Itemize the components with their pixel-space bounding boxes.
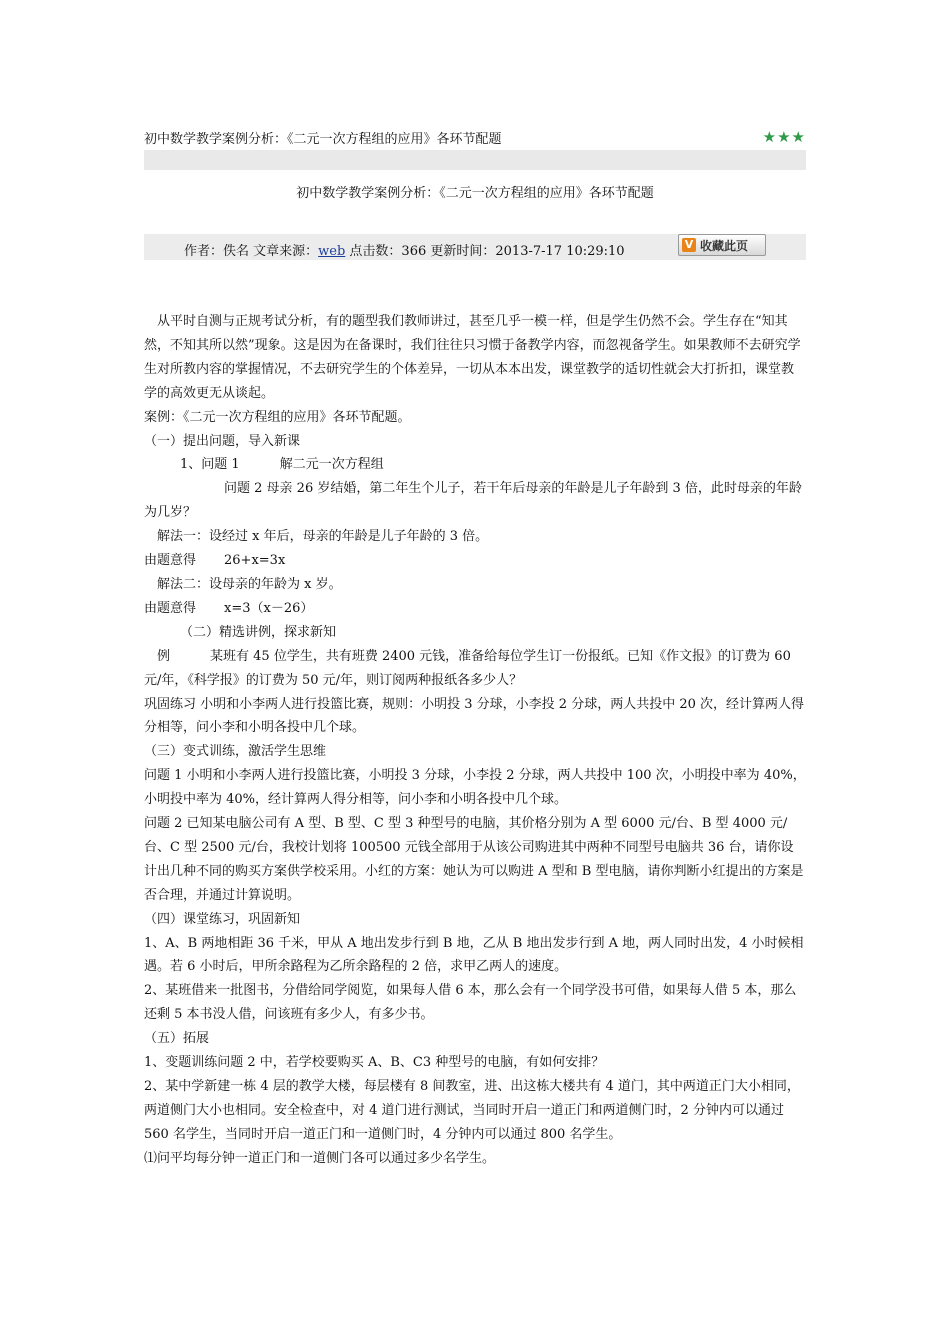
rating-stars: ★★★	[762, 128, 806, 146]
variant-paragraph: 问题 2 已知某电脑公司有 A 型、B 型、C 型 3 种型号的电脑，其价格分别为 A 型 6000 元/台、B 型 4000 元/台、C 型 2500 元/台，我校计划将 100500 元钱全部用于从该公司购进其中两种不同型号电脑共 36 台，请你设计出几种不同的购买方案供学校采用。小红的方案：她认为可以购进 A 型和 B 型电脑，请你判断小红提出的方案是否合理，并通过计算说明。	[144, 816, 804, 903]
practice-paragraph: 巩固练习 小明和小李两人进行投篮比赛，规则：小明投 3 分球，小李投 2 分球，两人共投中 20 次，经计算两人得分相等，问小李和小明各投中几个球。	[144, 696, 805, 736]
article-title: 初中数学教学案例分析：《二元一次方程组的应用》各环节配题	[296, 186, 654, 201]
practice-item: 2、某班借来一批图书，分借给同学阅览，如果每人借 6 本，那么会有一个同学没书可借，如果每人借 5 本，那么还剩 5 本书没人借，问该班有多少人，有多少书。	[144, 983, 797, 1023]
intro-paragraph: 从平时自测与正规考试分析，有的题型我们教师讲过，甚至几乎一模一样，但是学生仍然不会。学生存在“知其然，不知其所以然”现象。这是因为在备课时，我们往往只习惯于备教学内容，而忽视备学生。如果教师不去研究学生对所教内容的掌握情况，不去研究学生的个体差异，一切从本本出发，课堂教学的适切性就会大打折扣，课堂教学的高效更无从谈起。	[144, 314, 801, 401]
meta-stats: 点击数：366 更新时间：2013-7-17 10:29:10	[345, 244, 625, 259]
question-label: 1、问题 1	[180, 457, 240, 473]
v-icon: V	[682, 238, 696, 252]
solution-line: 解法二：设母亲的年龄为 x 岁。	[157, 576, 342, 592]
equation: 26+x=3x	[224, 553, 286, 569]
question-paragraph: 问题 2 母亲 26 岁结婚，第二年生个儿子，若干年后母亲的年龄是儿子年龄到 3 倍，此时母亲的年龄为几岁？	[144, 481, 802, 521]
favorite-label: 收藏此页	[700, 238, 749, 253]
extension-item: ⑴问平均每分钟一道正门和一道侧门各可以通过多少名学生。	[144, 1150, 496, 1166]
case-line: 案例：《二元一次方程组的应用》各环节配题。	[144, 409, 411, 425]
practice-item: 1、A、B 两地相距 36 千米，甲从 A 地出发步行到 B 地，乙从 B 地出发步行到 A 地，两人同时出发，4 小时候相遇。若 6 小时后，甲所余路程为乙所余路程的 2 倍，求甲乙两人的速度。	[144, 935, 804, 975]
variant-paragraph: 问题 1 小明和小李两人进行投篮比赛，小明投 3 分球，小李投 2 分球，两人共投中 100 次，小明投中率为 40%，小明投中率为 40%，经计算两人得分相等，问小李和小明各投中几个球。	[144, 768, 806, 808]
equation-line	[144, 597, 806, 621]
article-meta-bar	[144, 234, 806, 260]
article-body	[144, 310, 806, 1171]
extension-item: 1、变题训练问题 2 中，若学校要购买 A、B、C3 种型号的电脑，有如何安排？	[144, 1055, 605, 1071]
source-link[interactable]: web	[318, 244, 346, 259]
favorite-button[interactable]	[678, 234, 766, 256]
meta-author: 作者：佚名 文章来源：	[184, 244, 319, 259]
example-paragraph	[144, 645, 806, 693]
equation-label: 由题意得	[144, 553, 197, 569]
question-line	[144, 453, 806, 477]
section-heading: （二）精选讲例，探求新知	[180, 624, 337, 640]
section-heading: （五）拓展	[144, 1031, 210, 1047]
page-title: 初中数学教学案例分析：《二元一次方程组的应用》各环节配题	[144, 131, 502, 147]
question-text: 解二元一次方程组	[279, 457, 384, 473]
header-row	[144, 126, 806, 148]
divider-band	[144, 150, 806, 170]
extension-item: 2、某中学新建一栋 4 层的教学大楼，每层楼有 8 间教室，进、出这栋大楼共有 4 道门，其中两道正门大小相同，两道侧门大小也相同。安全检查中，对 4 道门进行测试，当同时开启一道正门和两道侧门时，2 分钟内可以通过 560 名学生，当同时开启一道正门和一道侧门时，4 分钟内可以通过 800 名学生。	[144, 1079, 800, 1142]
article-meta	[184, 240, 625, 259]
section-heading: （三）变式训练，激活学生思维	[144, 744, 327, 760]
example-text: 某班有 45 位学生，共有班费 2400 元钱，准备给每位学生订一份报纸。已知《作文报》的订费为 60 元/年，《科学报》的订费为 50 元/年，则订阅两种报纸各多少人？	[144, 648, 791, 688]
equation: x=3（x－26）	[224, 600, 314, 616]
section-heading: （一）提出问题，导入新课	[144, 433, 301, 449]
section-heading: （四）课堂练习，巩固新知	[144, 911, 301, 927]
equation-label: 由题意得	[144, 600, 197, 616]
solution-line: 解法一：设经过 x 年后，母亲的年龄是儿子年龄的 3 倍。	[157, 529, 489, 545]
equation-line	[144, 549, 806, 573]
example-label: 例	[157, 648, 171, 664]
